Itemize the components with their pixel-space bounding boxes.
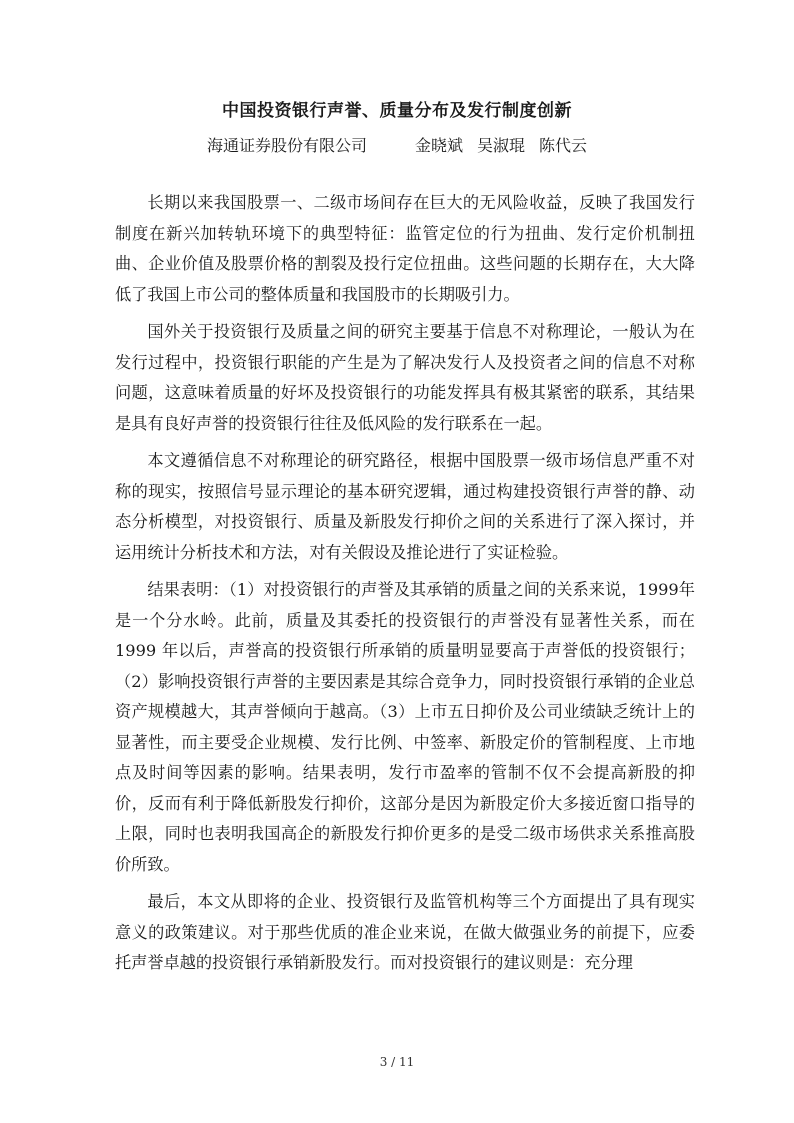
- document-title: 中国投资银行声誉、质量分布及发行制度创新: [222, 101, 572, 121]
- author-name: 吴淑琨: [477, 136, 526, 155]
- author-organization: 海通证券股份有限公司: [206, 136, 367, 155]
- body-paragraph: 长期以来我国股票一、二级市场间存在巨大的无风险收益，反映了我国发行制度在新兴加转轨环境下的典型特征：监管定位的行为扭曲、发行定价机制扭曲、企业价值及股票价格的割裂及投行定位扭曲。这些问题的长期存在，大大降低了我国上市公司的整体质量和我国股市的长期吸引力。: [115, 193, 695, 304]
- page-number: 3 / 11: [379, 1055, 415, 1069]
- body-paragraph: 结果表明：（1）对投资银行的声誉及其承销的质量之间的关系来说，1999年是一个分水岭。此前，质量及其委托的投资银行的声誉没有显著性关系，而在 1999 年以后，声誉高的投资银行所承销的质量明显要高于声誉低的投资银行；（2）影响投资银行声誉的主要因素是其综合竞争力，同时投资银行承销的企业总资产规模越大，其声誉倾向于越高。（3）上市五日抑价及公司业绩缺乏统计上的显著性，而主要受企业规模、发行比例、中签率、新股定价的管制程度、上市地点及时间等因素的影响。结果表明，发行市盈率的管制不仅不会提高新股的抑价，反而有利于降低新股发行抑价，这部分是因为新股定价大多接近窗口指导的上限，同时也表明我国高企的新股发行抑价更多的是受二级市场供求关系推高股价所致。: [115, 580, 695, 874]
- body-paragraph: 本文遵循信息不对称理论的研究路径，根据中国股票一级市场信息严重不对称的现实，按照信号显示理论的基本研究逻辑，通过构建投资银行声誉的静、动态分析模型，对投资银行、质量及新股发行抑价之间的关系进行了深入探讨，并运用统计分析技术和方法，对有关假设及推论进行了实证检验。: [115, 451, 695, 562]
- author-line: [0, 133, 794, 156]
- author-name: 金晓斌: [414, 136, 463, 155]
- body-paragraph: 国外关于投资银行及质量之间的研究主要基于信息不对称理论，一般认为在发行过程中，投资银行职能的产生是为了解决发行人及投资者之间的信息不对称问题，这意味着质量的好坏及投资银行的功能发挥具有极其紧密的联系，其结果是具有良好声誉的投资银行往往及低风险的发行联系在一起。: [115, 322, 695, 433]
- author-name: 陈代云: [539, 136, 588, 155]
- document-body: [115, 188, 695, 986]
- body-paragraph: 最后，本文从即将的企业、投资银行及监管机构等三个方面提出了具有现实意义的政策建议。对于那些优质的准企业来说，在做大做强业务的前提下，应委托声誉卓越的投资银行承销新股发行。而对投资银行的建议则是：充分理: [115, 892, 695, 972]
